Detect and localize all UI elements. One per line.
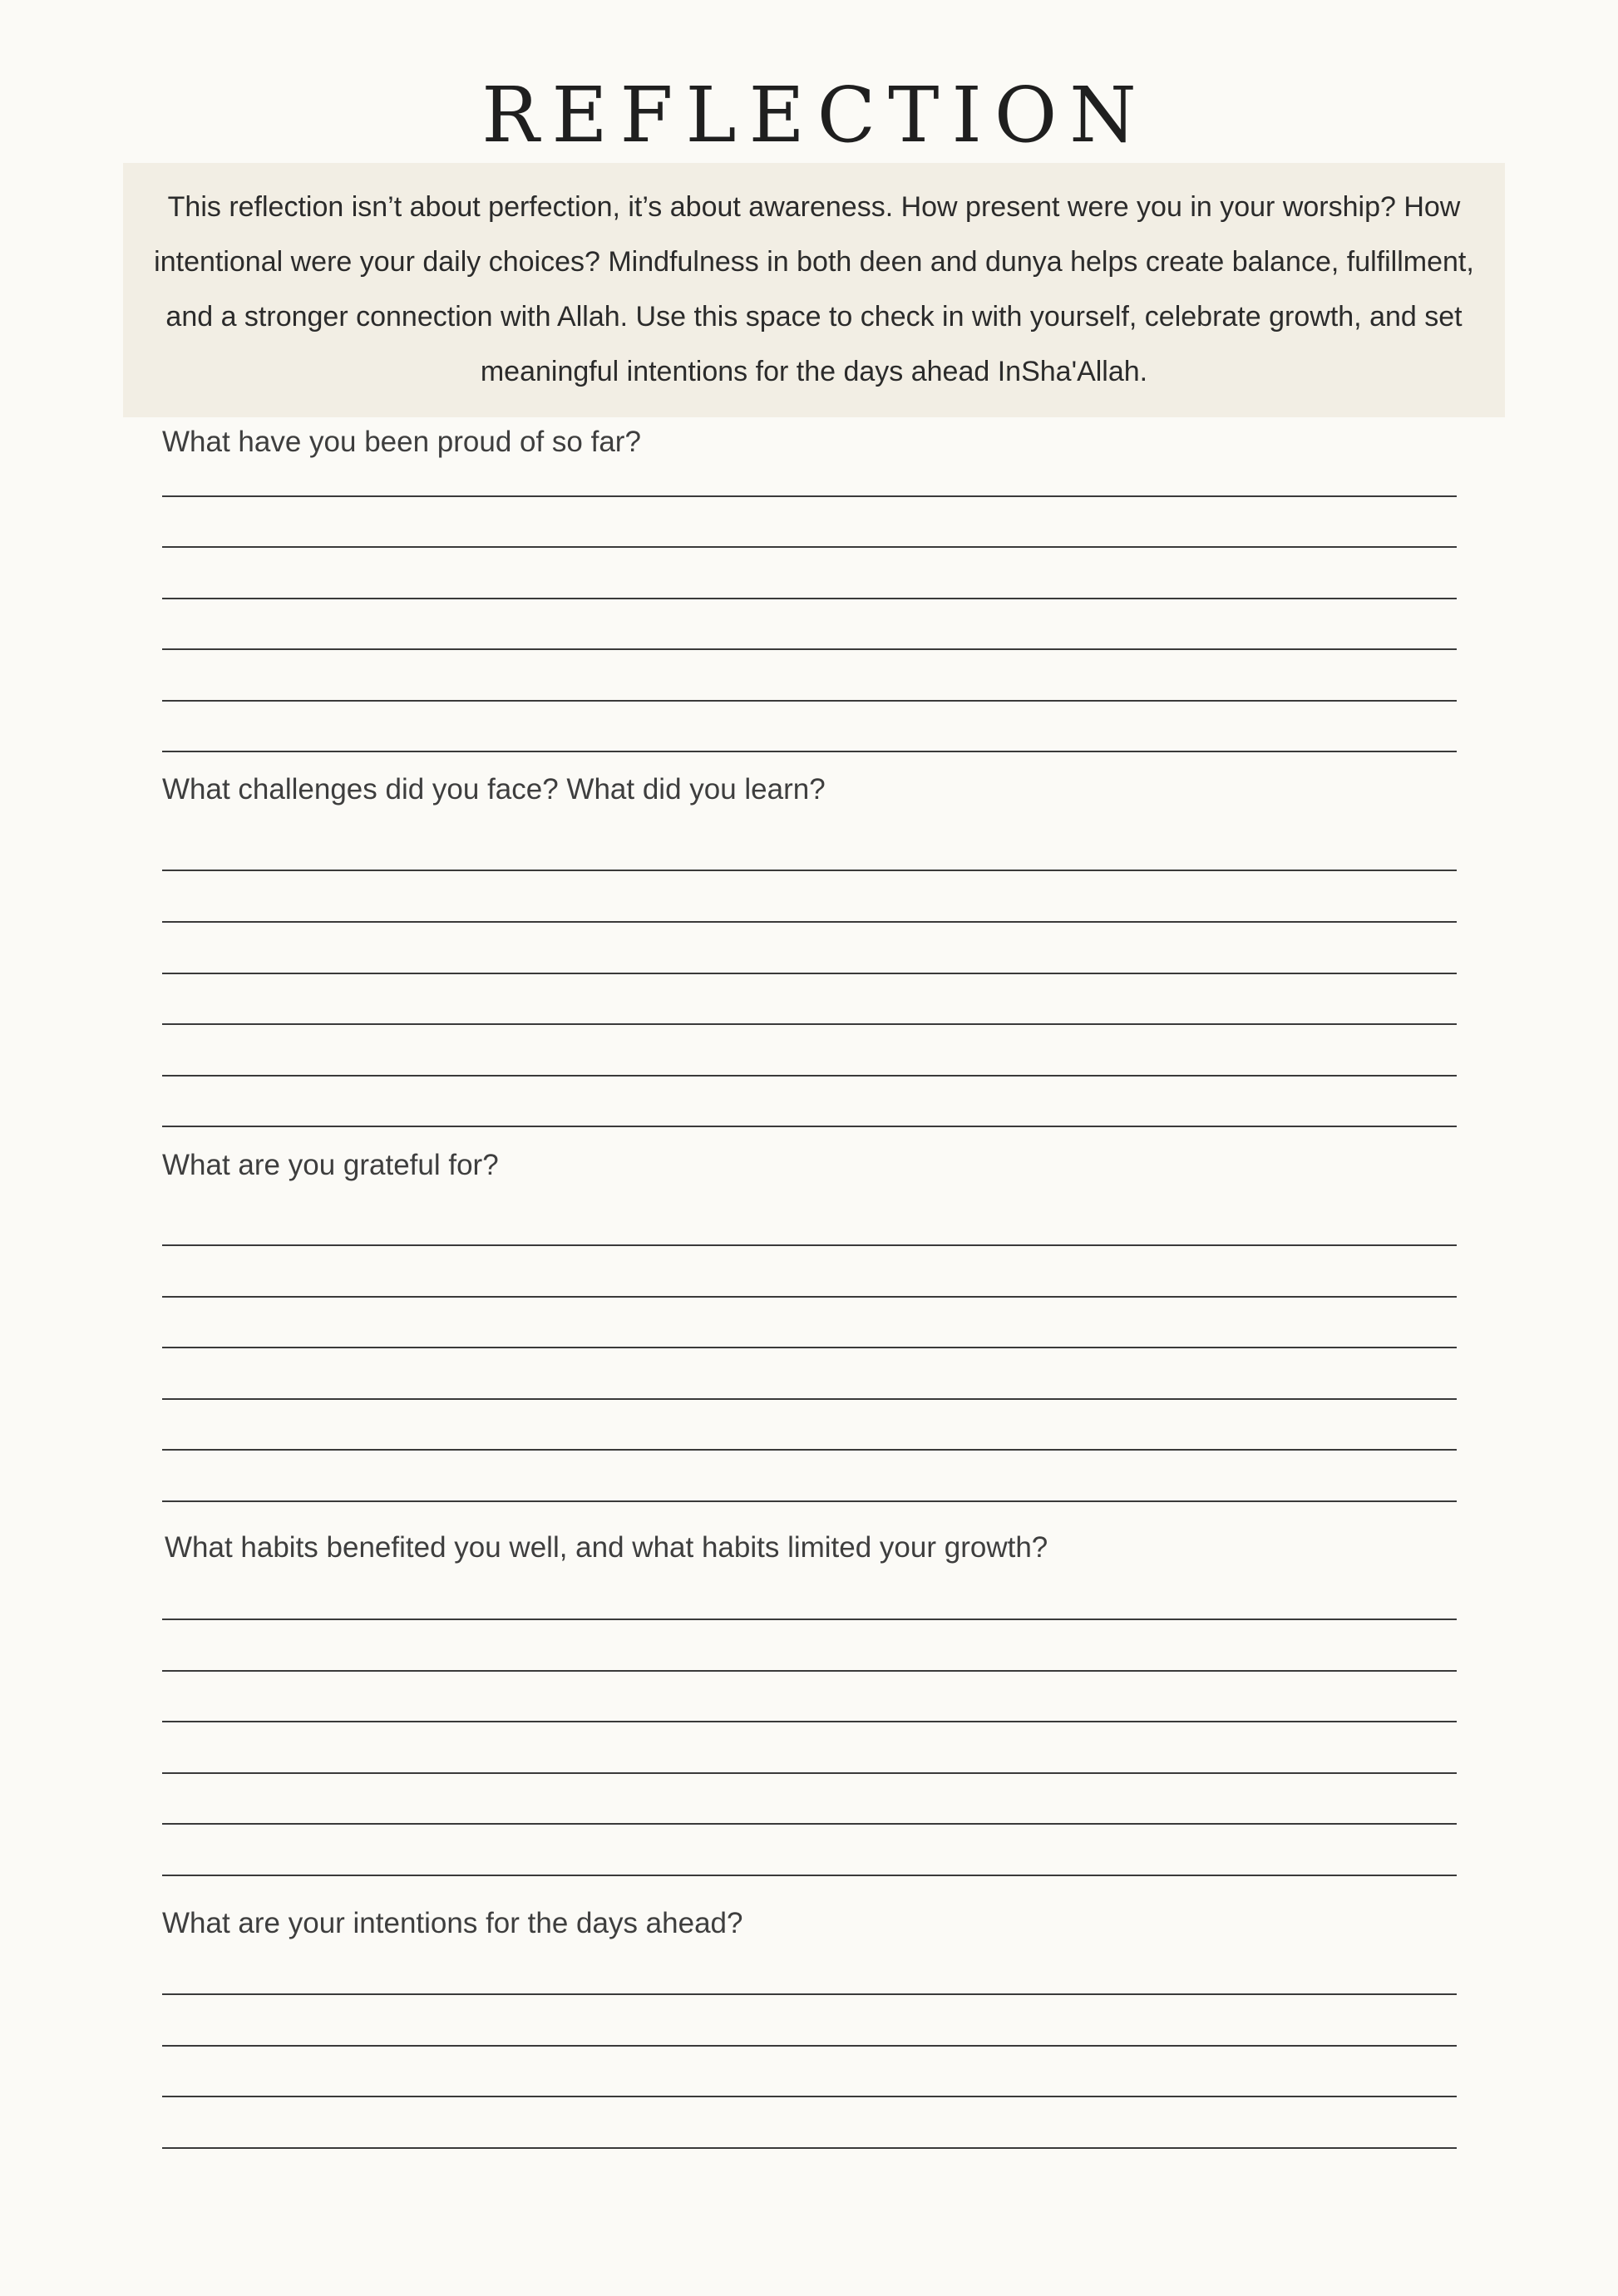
intro-text: This reflection isn’t about perfection, it’s about awareness. How present were you in your worship? How intentional were your daily choices? Mindfulness in both deen and dunya helps create balance, fulfillment, and a stronger connection with Allah. Use this space to check in with yourself, celebrate growth, and set meaningful intentions for the days ahead InSha'Allah. [154, 191, 1474, 387]
writing-line[interactable] [162, 1721, 1457, 1722]
writing-line[interactable] [162, 1296, 1457, 1298]
writing-line[interactable] [162, 1823, 1457, 1825]
writing-line[interactable] [162, 870, 1457, 871]
page-title: REFLECTION [481, 71, 1149, 160]
intro-box [123, 163, 1505, 417]
question-habits: What habits benefited you well, and what habits limited your growth? [165, 1531, 1048, 1564]
writing-line[interactable] [162, 1244, 1457, 1246]
writing-line[interactable] [162, 2045, 1457, 2047]
writing-line[interactable] [162, 751, 1457, 752]
writing-line[interactable] [162, 1398, 1457, 1400]
writing-line[interactable] [162, 2096, 1457, 2097]
question-challenges: What challenges did you face? What did you learn? [162, 773, 826, 806]
writing-line[interactable] [162, 1772, 1457, 1774]
writing-line[interactable] [162, 1126, 1457, 1127]
writing-line[interactable] [162, 2147, 1457, 2149]
writing-line[interactable] [162, 1993, 1457, 1995]
writing-line[interactable] [162, 546, 1457, 548]
writing-line[interactable] [162, 700, 1457, 702]
question-grateful: What are you grateful for? [162, 1149, 499, 1181]
writing-line[interactable] [162, 973, 1457, 974]
writing-line[interactable] [162, 1500, 1457, 1502]
writing-line[interactable] [162, 1875, 1457, 1876]
question-proud: What have you been proud of so far? [162, 426, 641, 458]
question-intentions: What are your intentions for the days ahead? [162, 1907, 743, 1939]
writing-line[interactable] [162, 1449, 1457, 1451]
writing-line[interactable] [162, 495, 1457, 497]
writing-line[interactable] [162, 921, 1457, 923]
writing-line[interactable] [162, 1670, 1457, 1672]
writing-line[interactable] [162, 1023, 1457, 1025]
writing-line[interactable] [162, 1619, 1457, 1620]
writing-line[interactable] [162, 598, 1457, 599]
writing-line[interactable] [162, 1075, 1457, 1077]
writing-line[interactable] [162, 1347, 1457, 1348]
writing-line[interactable] [162, 648, 1457, 650]
